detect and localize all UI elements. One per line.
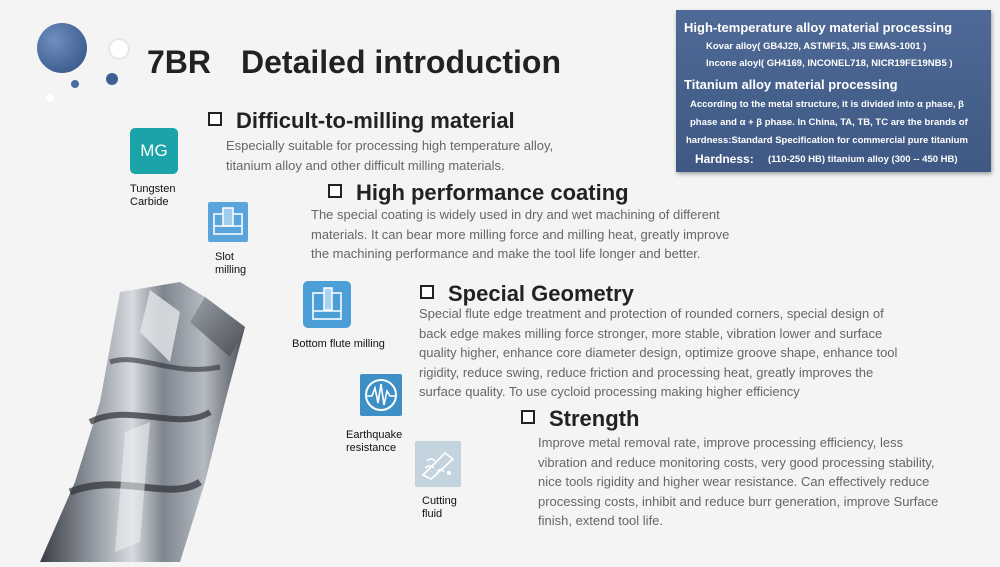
- section-body-coating: The special coating is widely used in dry and wet machining of different materials. It can bear more milling force and milling heat, greatly improve the machining performance and make the tool life longer and better.: [311, 207, 730, 262]
- material-info-box: [676, 10, 991, 172]
- decor-circle-large: [37, 23, 87, 73]
- section-title-coating: High performance coating: [328, 180, 629, 206]
- slot-milling-label: Slot milling: [215, 251, 247, 276]
- cutting-fluid-label: Cutting fluid: [422, 495, 457, 520]
- end-mill-tool-image: [30, 282, 290, 562]
- mg-badge-text: MG: [140, 141, 168, 160]
- section-body-strength: Improve metal removal rate, improve processing efficiency, less vibration and reduce monitoring costs, very good processing stability, nice tools rigidity and higher wear resistance. Can effectively reduce processing costs, inhibit and reduce burr generation, improve Surface finish, extend tool life.: [538, 435, 939, 529]
- tungsten-carbide-icon: [130, 128, 178, 174]
- infobox-hardness-value: (110-250 HB) titanium alloy (300 -- 450 HB): [768, 154, 958, 165]
- page-number: 7BR: [147, 44, 212, 80]
- earthquake-resistance-label: Earthquake resistance: [346, 429, 403, 454]
- tungsten-carbide-label: Tungsten Carbide: [130, 183, 176, 208]
- decor-circle-tiny-white: [46, 94, 54, 102]
- section-body-difficult-milling: Especially suitable for processing high temperature alloy, titanium alloy and other difficult milling materials.: [226, 138, 554, 173]
- infobox-inconel: Incone aloyl( GH4169, INCONEL718, NICR19FE19NB5 ): [706, 58, 953, 69]
- cutting-fluid-icon: [415, 441, 461, 487]
- infobox-hardness-label: Hardness:: [695, 152, 754, 166]
- infobox-text-line: According to the metal structure, it is divided into α phase, β: [690, 99, 964, 110]
- page-title: Detailed introduction: [241, 44, 561, 80]
- infobox-heading-titanium: Titanium alloy material processing: [684, 77, 898, 92]
- decor-circle-small-blue: [106, 73, 118, 85]
- bullet-square-icon: [521, 410, 535, 424]
- infobox-kovar: Kovar alloy( GB4J29, ASTMF15, JIS EMAS-1001 ): [706, 41, 927, 52]
- decor-circle-tiny-blue: [71, 80, 79, 88]
- bullet-square-icon: [420, 285, 434, 299]
- bottom-flute-milling-label: Bottom flute milling: [292, 338, 385, 350]
- infobox-text-line: hardness:Standard Specification for commercial pure titanium: [686, 135, 968, 146]
- section-title-difficult-milling: Difficult-to-milling material: [208, 108, 515, 134]
- earthquake-resistance-icon: [360, 374, 402, 416]
- decor-circle-white: [110, 40, 128, 58]
- bullet-square-icon: [208, 112, 222, 126]
- slot-milling-icon: [208, 202, 248, 242]
- section-title-strength: Strength: [521, 406, 639, 432]
- section-body-geometry: Special flute edge treatment and protection of rounded corners, special design of back edge makes milling force stronger, more stable, vibration lower and surface quality higher, enhance core diameter design, optimize groove shape, enhance tool rigidity, reduce swing, reduce friction and processing heat, greatly improves the surface quality. To use cycloid processing making higher efficiency: [419, 306, 898, 400]
- bullet-square-icon: [328, 184, 342, 198]
- infobox-text-line: phase and α + β phase. In China, TA, TB, TC are the brands of: [690, 117, 968, 128]
- section-title-geometry: Special Geometry: [420, 281, 634, 307]
- infobox-heading-alloy: High-temperature alloy material processing: [684, 20, 953, 35]
- bottom-flute-milling-icon: [303, 281, 351, 328]
